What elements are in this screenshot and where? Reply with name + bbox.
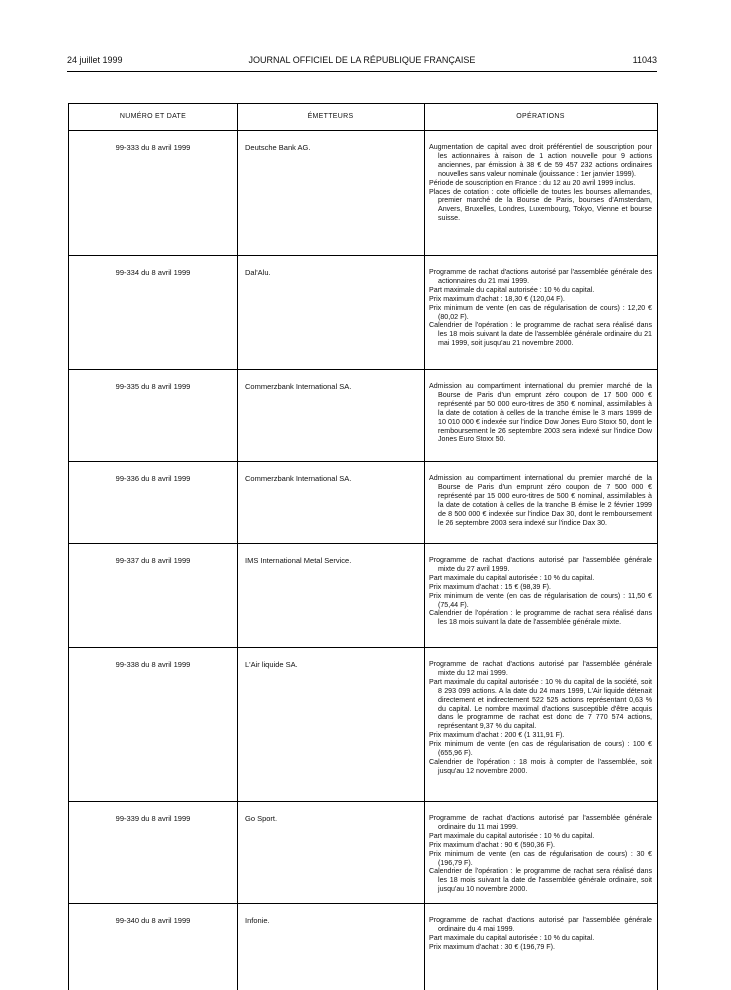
operation-paragraph: Prix minimum de vente (en cas de régularisation de cours) : 11,50 € (75,44 F). (429, 591, 652, 609)
row-emetteur: Infonie. (245, 916, 270, 925)
operation-paragraph: Part maximale du capital autorisée : 10 % du capital de la société, soit 8 293 099 actions. A la date du 24 mars 1999, L'Air liquide détenait directement et indirectement 522 525 actions représentant 0,63 % du capital. Le nombre maximal d'actions susceptible d'être acquis dans le programme de rachat est donc de 7 770 574 actions, représentant 9,37 % du capital. (429, 677, 652, 731)
page-number: 11043 (632, 55, 657, 65)
row-operations (429, 556, 652, 627)
header-rule (67, 71, 657, 72)
operation-paragraph: Programme de rachat d'actions autorisé par l'assemblée générale ordinaire du 11 mai 1999. (429, 814, 652, 831)
row-emetteur: Go Sport. (245, 814, 278, 823)
page-header (67, 55, 657, 69)
row-numero: 99-337 du 8 avril 1999 (115, 556, 191, 565)
operation-paragraph: Places de cotation : cote officielle de toutes les bourses allemandes, premier marché de la Bourse de Paris, bourses d'Amsterdam, Anvers, Bruxelles, Londres, Luxembourg, Tokyo, Vienne et bourse suisse. (429, 187, 652, 223)
row-numero: 99-335 du 8 avril 1999 (115, 382, 191, 391)
operation-paragraph: Admission au compartiment international du premier marché de la Bourse de Paris d'un emprunt zéro coupon de 7 500 000 € représenté par 15 000 euro-titres de 500 € nominal, assimilables à la date de cotation à celles de la tranche B émise le 2 février 1999 de 8 500 000 € indexée sur l'indice Dax 30, dont le remboursement le 26 septembre 2003 sera indexé sur l'indice Dax 30. (429, 474, 652, 527)
row-operations (429, 660, 652, 776)
table-row (69, 462, 657, 544)
row-emetteur: L'Air liquide SA. (245, 660, 298, 669)
journal-title: JOURNAL OFFICIEL DE LA RÉPUBLIQUE FRANÇAISE (248, 55, 476, 65)
row-numero: 99-333 du 8 avril 1999 (115, 143, 191, 152)
operation-paragraph: Calendrier de l'opération : 18 mois à compter de l'assemblée, soit jusqu'au 12 novembre 2000. (429, 757, 652, 775)
operation-paragraph: Calendrier de l'opération : le programme de rachat sera réalisé dans les 18 mois suivant la date de l'assemblée générale ordinaire du 21 mai 1999, soit jusqu'au 21 novembre 2000. (429, 321, 652, 348)
row-emetteur: Deutsche Bank AG. (245, 143, 311, 152)
operation-paragraph: Prix maximum d'achat : 30 € (196,79 F). (429, 942, 555, 951)
row-operations (429, 916, 652, 952)
row-numero: 99-338 du 8 avril 1999 (115, 660, 191, 669)
row-emetteur: Commerzbank International SA. (245, 474, 352, 483)
table-row (69, 544, 657, 648)
operation-paragraph: Calendrier de l'opération : le programme de rachat sera réalisé dans les 18 mois suivant la date de l'assemblée générale ordinaire, soit jusqu'au 10 novembre 2000. (429, 867, 652, 894)
operation-paragraph: Programme de rachat d'actions autorisé par l'assemblée générale des actionnaires du 21 mai 1999. (429, 268, 652, 285)
row-emetteur: IMS International Metal Service. (245, 556, 352, 565)
row-numero: 99-339 du 8 avril 1999 (115, 814, 191, 823)
operation-paragraph: Prix maximum d'achat : 200 € (1 311,91 F). (429, 731, 565, 740)
row-operations (429, 382, 652, 444)
operation-paragraph: Programme de rachat d'actions autorisé par l'assemblée générale mixte du 27 avril 1999. (429, 556, 652, 573)
table-row (69, 802, 657, 904)
operation-paragraph: Part maximale du capital autorisée : 10 % du capital. (429, 831, 595, 840)
operation-paragraph: Prix minimum de vente (en cas de régularisation de cours) : 12,20 € (80,02 F). (429, 303, 652, 321)
row-operations (429, 143, 652, 223)
column-header-emetteurs: ÉMETTEURS (307, 113, 354, 120)
table-row (69, 131, 657, 256)
row-emetteur: Dal'Alu. (245, 268, 271, 277)
operation-paragraph: Période de souscription en France : du 12 au 20 avril 1999 inclus. (429, 178, 636, 187)
operation-paragraph: Prix minimum de vente (en cas de régularisation de cours) : 100 € (655,96 F). (429, 740, 652, 758)
row-numero: 99-334 du 8 avril 1999 (115, 268, 191, 277)
operation-paragraph: Programme de rachat d'actions autorisé par l'assemblée générale mixte du 12 mai 1999. (429, 660, 652, 677)
row-operations (429, 474, 652, 527)
table-row (69, 648, 657, 802)
operation-paragraph: Part maximale du capital autorisée : 10 % du capital. (429, 285, 595, 294)
operation-paragraph: Augmentation de capital avec droit préférentiel de souscription pour les actionnaires à raison de 1 action nouvelle pour 9 actions anciennes, par émission à 38 € de 59 457 232 actions ordinaires nouvelles sans valeur nominale (jouissance : 1er janvier 1999). (429, 143, 652, 178)
operation-paragraph: Calendrier de l'opération : le programme de rachat sera réalisé dans les 18 mois suivant la date de l'assemblée générale mixte. (429, 609, 652, 627)
row-numero: 99-340 du 8 avril 1999 (115, 916, 191, 925)
operation-paragraph: Prix minimum de vente (en cas de régularisation de cours) : 30 € (196,79 F). (429, 849, 652, 867)
table-row (69, 904, 657, 990)
row-emetteur: Commerzbank International SA. (245, 382, 352, 391)
column-header-operations: OPÉRATIONS (516, 113, 565, 120)
row-operations (429, 268, 652, 348)
operation-paragraph: Prix maximum d'achat : 18,30 € (120,04 F). (429, 294, 565, 303)
operation-paragraph: Part maximale du capital autorisée : 10 % du capital. (429, 933, 595, 942)
operation-paragraph: Programme de rachat d'actions autorisé par l'assemblée générale ordinaire du 4 mai 1999. (429, 916, 652, 933)
operation-paragraph: Prix maximum d'achat : 15 € (98,39 F). (429, 582, 551, 591)
operation-paragraph: Part maximale du capital autorisée : 10 % du capital. (429, 573, 595, 582)
row-numero: 99-336 du 8 avril 1999 (115, 474, 191, 483)
operation-paragraph: Prix maximum d'achat : 90 € (590,36 F). (429, 840, 555, 849)
header-date: 24 juillet 1999 (67, 55, 123, 65)
operation-paragraph: Admission au compartiment international du premier marché de la Bourse de Paris d'un emprunt zéro coupon de 17 500 000 € représenté par 50 000 euro-titres de 350 € nominal, assimilables à la date de cotation à celles de la tranche émise le 3 mars 1999 de 10 010 000 € indexée sur l'indice Dow Jones Euro Stoxx 50, dont le remboursement le 26 septembre 2003 sera indexé sur l'indice Dow Jones Euro Stoxx 50. (429, 382, 652, 444)
operations-table (68, 103, 658, 990)
table-row (69, 370, 657, 462)
table-row (69, 256, 657, 370)
row-operations (429, 814, 652, 894)
column-header-numero: NUMÉRO ET DATE (119, 113, 187, 120)
